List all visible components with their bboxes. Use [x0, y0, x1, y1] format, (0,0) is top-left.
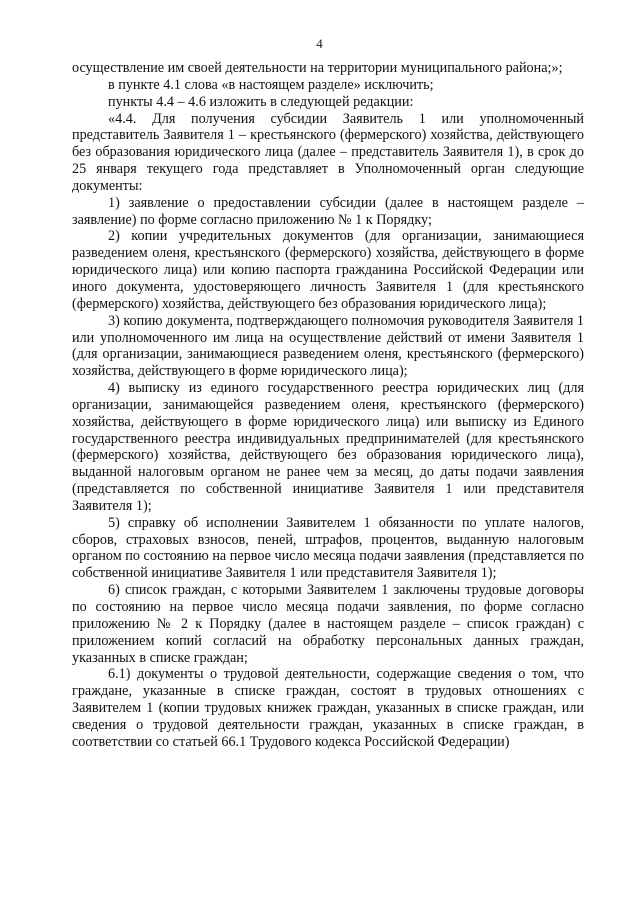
paragraph: 2) копии учредительных документов (для организации, занимающиеся разведением оленя, крестьянского (фермерского) хозяйства, действующего в форме юридического лица) или копию паспорта гражданина Российской Федерации или иного документа, удостоверяющего личность Заявителя 1 (для крестьянского (фермерского) хозяйства, действующего без образования юридического лица); [72, 228, 584, 312]
paragraph: пункты 4.4 – 4.6 изложить в следующей редакции: [108, 93, 414, 110]
paragraph: «4.4. Для получения субсидии Заявитель 1 или уполномоченный представитель Заявителя 1 – крестьянского (фермерского) хозяйства, действующего без образования юридического лица (далее – представитель Заявителя 1), в срок до 25 января текущего года представляет в Уполномоченный орган следующие документы: [72, 110, 584, 194]
paragraph: 4) выписку из единого государственного реестра юридических лиц (для организации, занимающейся разведением оленя, крестьянского (фермерского) хозяйства, действующего в форме юридического лица) или выписку из Единого государственного реестра индивидуальных предпринимателей (для крестьянского (фермерского) хозяйства, действующего без образования юридического лица), выданной налоговым органом не ранее чем за месяц, до даты подачи заявления (представляется по собственной инициативе Заявителя 1 или представителя Заявителя 1); [72, 380, 584, 514]
paragraph: осуществление им своей деятельности на территории муниципального района;»; [72, 60, 563, 76]
paragraph: 6.1) документы о трудовой деятельности, содержащие сведения о том, что граждане, указанные в списке граждан, состоят в трудовых отношениях с Заявителем 1 (копии трудовых книжек граждан, указанных в списке граждан, или сведения о трудовой деятельности граждан, указанных в списке граждан, в соответствии со статьей 66.1 Трудового кодекса Российской Федерации) [72, 666, 584, 750]
paragraph: 6) список граждан, с которыми Заявителем 1 заключены трудовые договоры по состоянию на первое число месяца подачи заявления, по форме согласно приложению № 2 к Порядку (далее в настоящем разделе – список граждан) с приложением копий согласий на обработку персональных данных граждан, указанных в списке граждан; [72, 582, 584, 666]
paragraph: в пункте 4.1 слова «в настоящем разделе» исключить; [108, 76, 434, 93]
paragraph: 1) заявление о предоставлении субсидии (далее в настоящем разделе – заявление) по форме согласно приложению № 1 к Порядку; [72, 194, 584, 228]
document-body [72, 60, 584, 751]
page-number: 4 [316, 36, 323, 51]
paragraph: 5) справку об исполнении Заявителем 1 обязанности по уплате налогов, сборов, страховых взносов, пеней, штрафов, процентов, выданную налоговым органом по состоянию на первое число месяца подачи заявления (представляется по собственной инициативе Заявителя 1 или представителя Заявителя 1); [72, 514, 584, 582]
paragraph: 3) копию документа, подтверждающего полномочия руководителя Заявителя 1 или уполномоченного им лица на осуществление действий от имени Заявителя 1 (для организации, занимающиеся разведением оленя, крестьянского (фермерского) хозяйства, действующего в форме юридического лица); [72, 312, 584, 380]
